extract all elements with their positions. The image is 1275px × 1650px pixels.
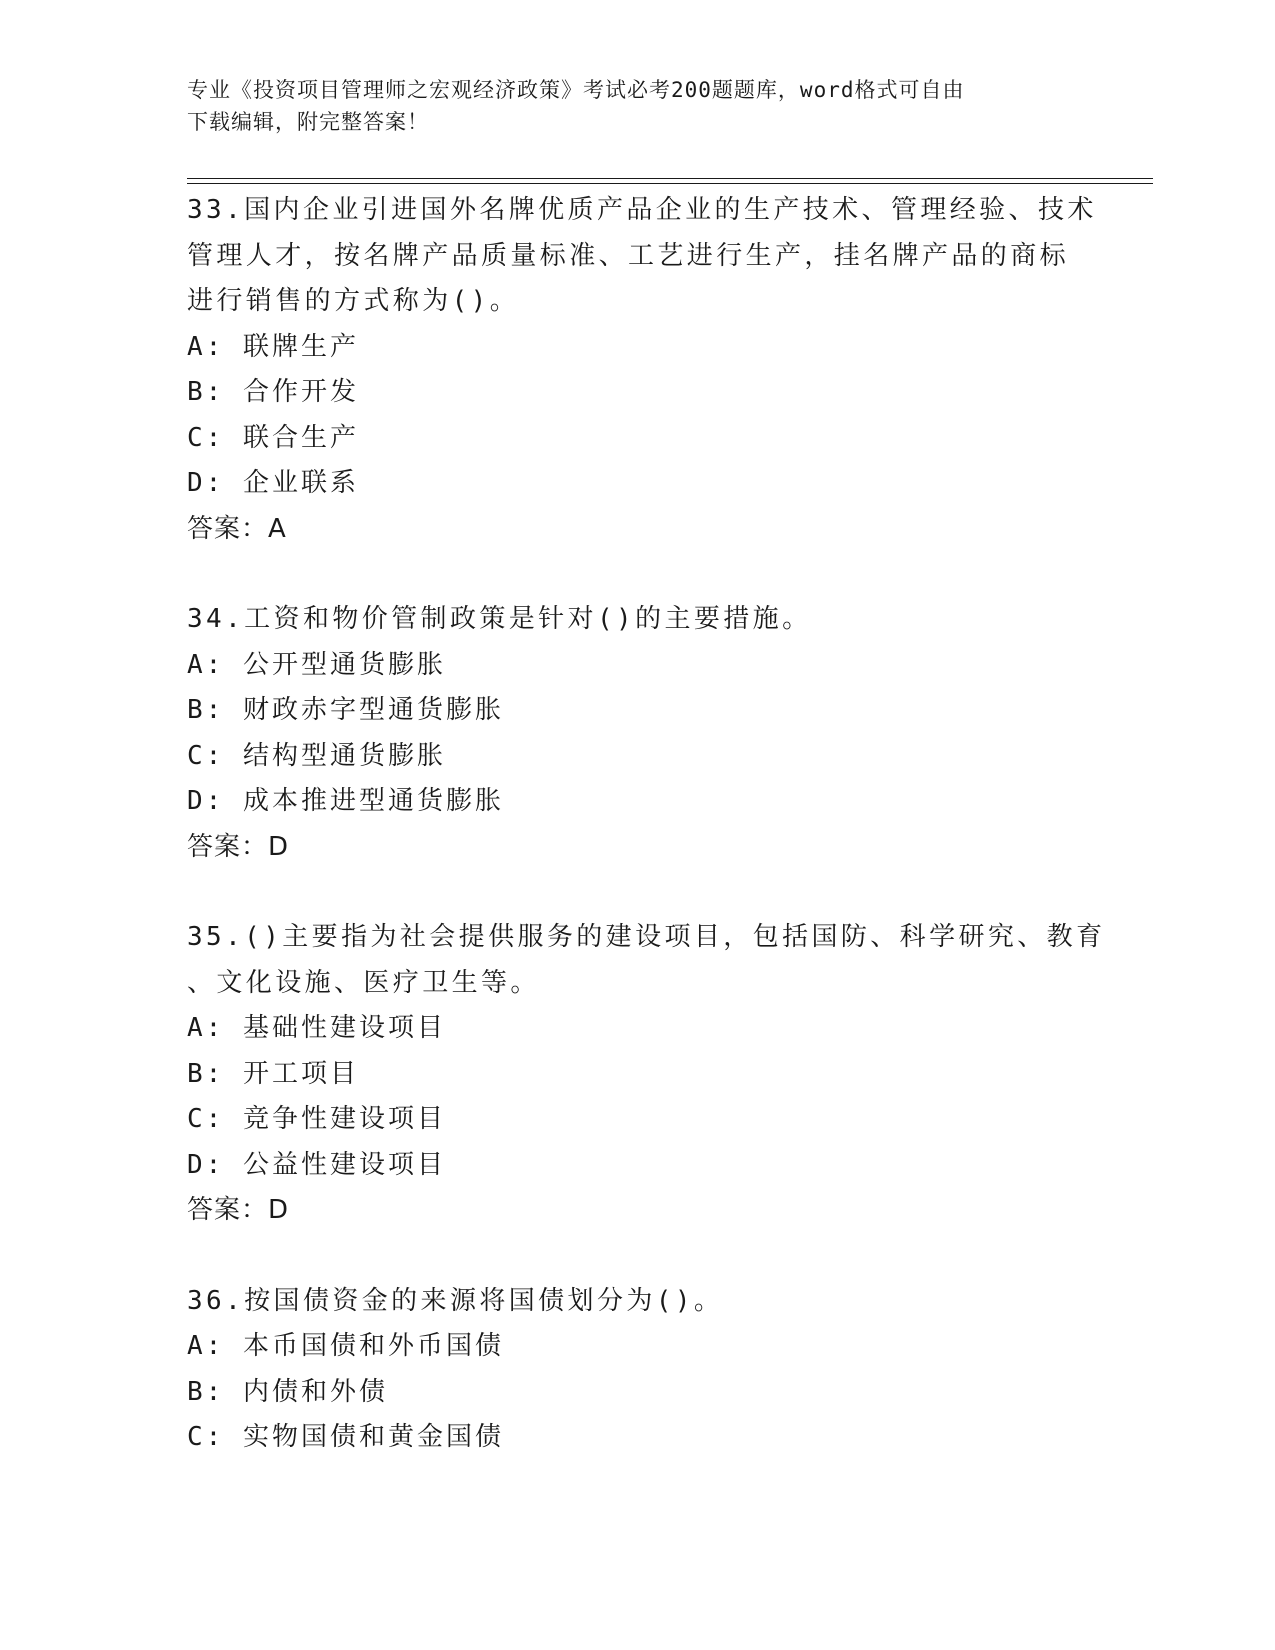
header-rule-top bbox=[187, 178, 1153, 179]
answer: 答案：A bbox=[187, 513, 287, 544]
question-list bbox=[187, 188, 1106, 1506]
question-34 bbox=[187, 597, 1087, 870]
question-36 bbox=[187, 1279, 1087, 1461]
stem-line: 36.按国债资金的来源将国债划分为()。 bbox=[187, 1285, 724, 1316]
document-header bbox=[187, 74, 1087, 138]
option-c: C: 竞争性建设项目 bbox=[187, 1104, 446, 1134]
option-b: B: 内债和外债 bbox=[187, 1376, 388, 1407]
option-d: D: 成本推进型通货膨胀 bbox=[187, 786, 504, 816]
stem-line: 33.国内企业引进国外名牌优质产品企业的生产技术、管理经验、技术 bbox=[187, 195, 1097, 225]
header-line: 下载编辑，附完整答案！ bbox=[187, 110, 429, 134]
option-b: B: 开工项目 bbox=[187, 1058, 359, 1089]
stem-line: 进行销售的方式称为()。 bbox=[187, 286, 520, 316]
stem-line: 35.()主要指为社会提供服务的建设项目，包括国防、科学研究、教育 bbox=[187, 922, 1106, 952]
question-stem bbox=[187, 915, 1106, 1006]
option-c: C: 联合生产 bbox=[187, 422, 359, 453]
header-rule-bottom bbox=[187, 183, 1153, 184]
option-a: A: 公开型通货膨胀 bbox=[187, 649, 446, 680]
answer: 答案：D bbox=[187, 1195, 290, 1225]
question-35 bbox=[187, 915, 1106, 1234]
question-33 bbox=[187, 188, 1097, 552]
option-c: C: 结构型通货膨胀 bbox=[187, 740, 446, 771]
option-a: A: 基础性建设项目 bbox=[187, 1013, 446, 1043]
option-a: A: 联牌生产 bbox=[187, 331, 359, 362]
option-d: D: 企业联系 bbox=[187, 468, 359, 498]
answer: 答案：D bbox=[187, 831, 290, 862]
option-b: B: 合作开发 bbox=[187, 377, 359, 407]
question-stem bbox=[187, 597, 1087, 643]
question-stem bbox=[187, 1279, 1087, 1325]
option-c: C: 实物国债和黄金国债 bbox=[187, 1422, 504, 1452]
stem-line: 34.工资和物价管制政策是针对()的主要措施。 bbox=[187, 604, 812, 634]
question-stem bbox=[187, 188, 1097, 325]
option-b: B: 财政赤字型通货膨胀 bbox=[187, 695, 504, 725]
stem-line: 管理人才，按名牌产品质量标准、工艺进行生产，挂名牌产品的商标 bbox=[187, 240, 1070, 271]
header-line: 专业《投资项目管理师之宏观经济政策》考试必考200题题库，word格式可自由 bbox=[187, 78, 965, 102]
option-d: D: 公益性建设项目 bbox=[187, 1149, 446, 1180]
option-a: A: 本币国债和外币国债 bbox=[187, 1331, 504, 1361]
stem-line: 、文化设施、医疗卫生等。 bbox=[187, 967, 540, 998]
